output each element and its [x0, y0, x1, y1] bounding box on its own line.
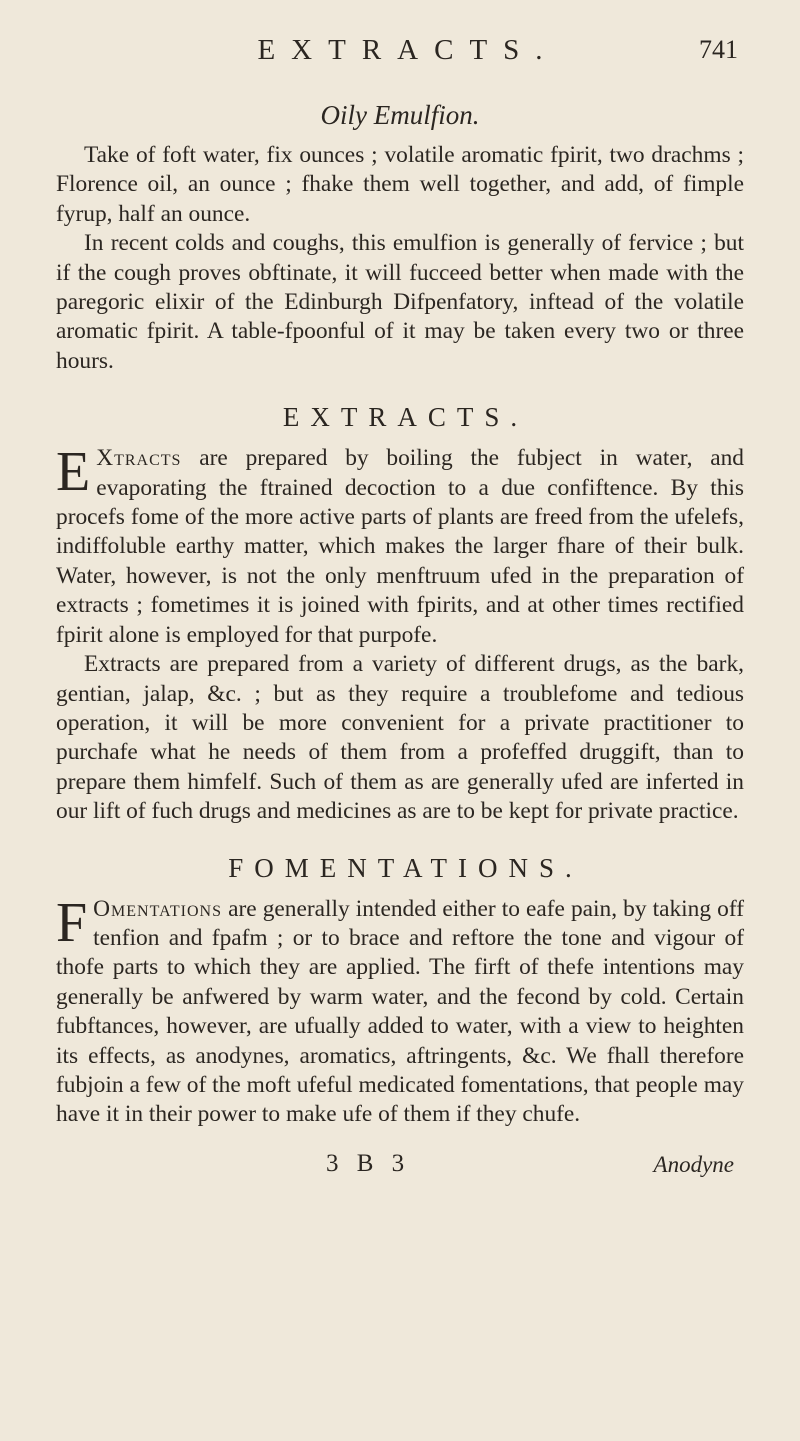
extracts-heading: EXTRACTS. [282, 402, 529, 433]
fomentations-drop-cap: F [56, 891, 88, 954]
page-number: 741 [699, 35, 738, 64]
extracts-drop-cap: E [56, 441, 91, 504]
fomentations-paragraph-1 [56, 891, 744, 1130]
running-title: EXTRACTS. [257, 34, 559, 66]
extracts-paragraph-2: Extracts are prepared from a variety of different drugs, as the bark, gentian, jalap, &c. ; but as they require a troublefome and tedious operation, it will be more convenient for a private practitioner to purchafe what he needs of them from a profeffed druggift, than to prepare them himfelf. Such of them as are generally ufed are inferted in our lift of fuch drugs and medicines as are to be kept for private practice. [56, 651, 744, 825]
oily-emulsion-title: Oily Emulfion. [320, 100, 480, 130]
catchword: Anodyne [653, 1151, 734, 1177]
extracts-paragraph-1-text: are prepared by boiling the fubject in water, and evaporating the ftrained decoction to a due confiftence. By this procefs fome of the more active parts of plants are freed from the ufelefs, indiffoluble earthy matter, which makes the larger fhare of their bulk. Water, however, is not the only menftruum ufed in the preparation of extracts ; fometimes it is joined with fpirits, and at other times rectified fpirit alone is employed for that purpofe. [56, 445, 744, 648]
oily-emulsion-usage: In recent colds and coughs, this emulfion is generally of fervice ; but if the cough proves obftinate, it will fucceed better when made with the paregoric elixir of the Edinburgh Difpenfatory, inftead of the volatile aromatic fpirit. A table-fpoonful of it may be taken every two or three hours. [56, 230, 744, 374]
extracts-lead-word: Xtracts [96, 445, 182, 472]
fomentations-heading: FOMENTATIONS. [228, 852, 583, 883]
running-head [56, 34, 744, 82]
page-footer [56, 1150, 744, 1200]
oily-emulsion-recipe: Take of foft water, fix ounces ; volatile aromatic fpirit, two drachms ; Florence oil, an ounce ; fhake them well together, and add, of fimple fyrup, half an ounce. [56, 142, 744, 227]
signature-mark: 3 B 3 [326, 1149, 411, 1177]
fomentations-paragraph-1-text: are generally intended either to eafe pain, by taking off tenfion and fpafm ; or to brace and reftore the tone and vigour of thofe parts to which they are applied. The firft of thefe intentions may generally be anfwered by warm water, and the fecond by cold. Certain fubftances, however, are ufually added to water, with a view to heighten its effects, as anodynes, aromatics, aftringents, &c. We fhall therefore fubjoin a few of the moft ufeful medicated fomentations, that people may have it in their power to make ufe of them if they chufe. [56, 895, 744, 1128]
extracts-paragraph-1 [56, 441, 744, 650]
fomentations-lead-word: Omentations [93, 895, 222, 922]
